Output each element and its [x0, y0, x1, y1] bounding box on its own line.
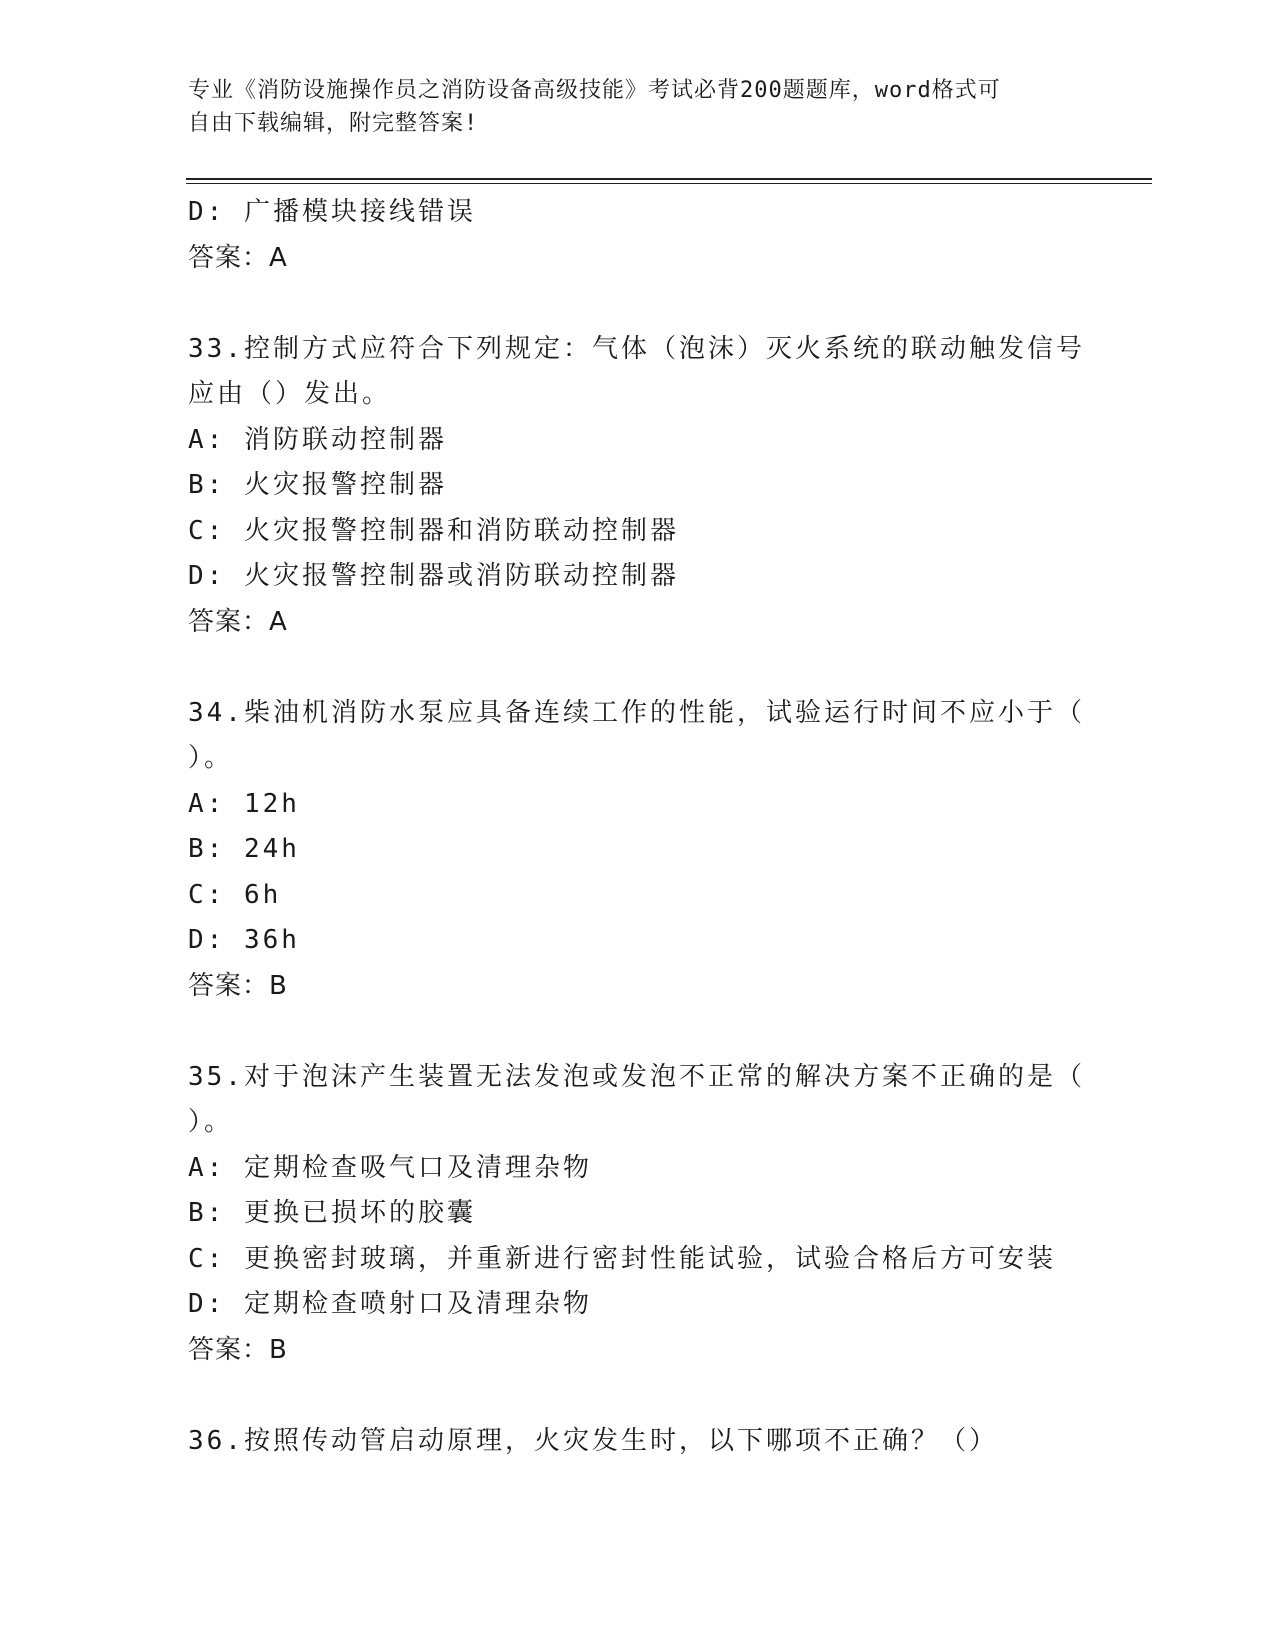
spacer: [188, 281, 1088, 327]
spacer: [188, 645, 1088, 691]
spacer: [188, 1009, 1088, 1055]
spacer: [188, 1373, 1088, 1419]
carryover-answer: 答案：A: [188, 242, 288, 273]
question-content: [188, 190, 1088, 1464]
option-b: B: 更换已损坏的胶囊: [188, 1198, 476, 1228]
header-title-line-1: 专业《消防设施操作员之消防设备高级技能》考试必背200题题库，word格式可: [188, 78, 1001, 103]
question-36: [188, 1419, 1088, 1465]
option-d: D: 定期检查喷射口及清理杂物: [188, 1289, 592, 1319]
question-stem: 35.对于泡沫产生装置无法发泡或发泡不正常的解决方案不正确的是（: [188, 1061, 1085, 1092]
option-a: A: 消防联动控制器: [188, 424, 447, 455]
option-d: D: 36h: [188, 925, 300, 955]
header-title-line-2: 自由下载编辑，附完整答案!: [188, 111, 479, 136]
question-stem: 33.控制方式应符合下列规定：气体（泡沫）灭火系统的联动触发信号: [188, 333, 1085, 364]
option-a: A: 定期检查吸气口及清理杂物: [188, 1152, 592, 1183]
answer: 答案：B: [188, 970, 288, 1001]
question-stem-cont: 应由（）发出。: [188, 379, 392, 409]
question-stem-cont: ）。: [188, 1107, 234, 1137]
option-c: C: 火灾报警控制器和消防联动控制器: [188, 515, 679, 546]
answer: 答案：A: [188, 606, 288, 637]
option-b: B: 24h: [188, 834, 300, 864]
option-d: D: 火灾报警控制器或消防联动控制器: [188, 561, 679, 591]
option-c: C: 6h: [188, 879, 282, 910]
answer: 答案：B: [188, 1334, 288, 1365]
option-b: B: 火灾报警控制器: [188, 470, 447, 500]
page-header: [188, 74, 1068, 140]
question-stem: 36.按照传动管启动原理，火灾发生时，以下哪项不正确？（）: [188, 1425, 998, 1456]
carryover-option-d: D: 广播模块接线错误: [188, 197, 476, 227]
header-divider-thin: [186, 183, 1152, 184]
option-a: A: 12h: [188, 788, 300, 819]
question-stem-cont: ）。: [188, 743, 234, 773]
question-stem: 34.柴油机消防水泵应具备连续工作的性能，试验运行时间不应小于（: [188, 697, 1085, 728]
option-c: C: 更换密封玻璃，并重新进行密封性能试验，试验合格后方可安装: [188, 1243, 1056, 1274]
question-33: [188, 327, 1088, 646]
question-34: [188, 691, 1088, 1010]
question-35: [188, 1055, 1088, 1374]
header-divider-thick: [186, 178, 1152, 180]
